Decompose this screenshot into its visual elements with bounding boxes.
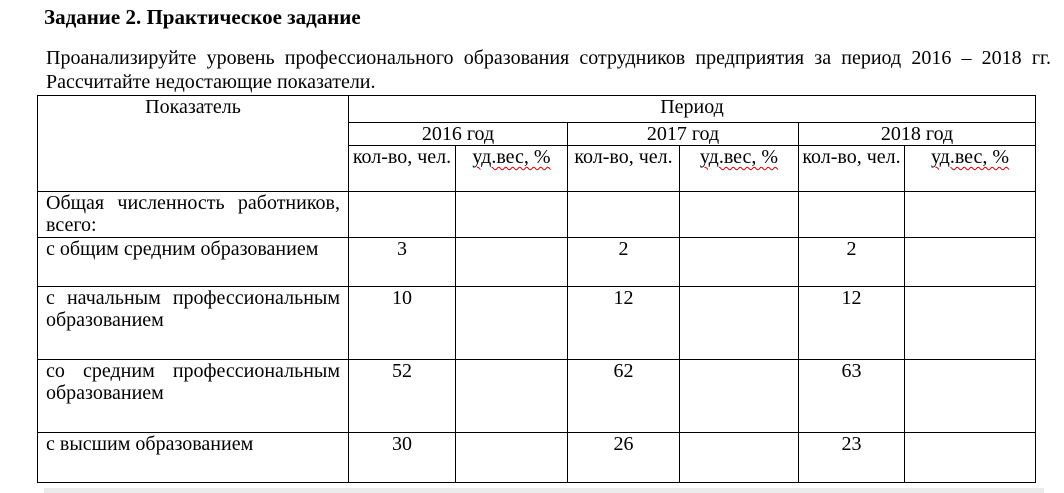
share-2018-cell	[905, 287, 1036, 360]
share-2017-cell	[680, 287, 799, 360]
table-row	[38, 238, 1036, 287]
qty-2017-cell: 62	[568, 360, 680, 433]
share-header-text: уд.вес, %	[699, 146, 779, 168]
qty-2016-cell: 3	[349, 238, 456, 287]
qty-2017-cell	[568, 192, 680, 238]
qty-2016-cell	[349, 192, 456, 238]
row-label: со средним профессиональным образованием	[38, 360, 349, 433]
year-2017-header: 2017 год	[568, 123, 799, 146]
row-label: с начальным профессиональным образованием	[38, 287, 349, 360]
qty-2016-cell: 52	[349, 360, 456, 433]
row-label: с высшим образованием	[38, 433, 349, 483]
share-header-2017	[680, 146, 799, 192]
task-title: Задание 2. Практическое задание	[44, 5, 361, 29]
share-2017-cell	[680, 360, 799, 433]
education-level-table	[37, 95, 1036, 483]
share-header-2016	[456, 146, 568, 192]
table-row	[38, 287, 1036, 360]
table-row	[38, 192, 1036, 238]
share-header-text: уд.вес, %	[930, 146, 1010, 168]
share-2016-cell	[456, 287, 568, 360]
page-bottom-shade	[44, 488, 1044, 493]
indicator-header: Показатель	[38, 96, 349, 192]
row-label: Общая численность работников, всего:	[38, 192, 349, 238]
year-2018-header: 2018 год	[799, 123, 1036, 146]
qty-2016-cell: 10	[349, 287, 456, 360]
task-instructions: Проанализируйте уровень профессионального образования сотрудников предприятия за период 2016 – 2018 гг. Рассчитайте недостающие показатели.	[46, 47, 1051, 93]
share-header-text: уд.вес, %	[472, 146, 551, 168]
year-2016-header: 2016 год	[349, 123, 568, 146]
share-2016-cell	[456, 238, 568, 287]
share-2016-cell	[456, 192, 568, 238]
qty-2018-cell	[799, 192, 905, 238]
qty-2017-cell: 26	[568, 433, 680, 483]
qty-2018-cell: 12	[799, 287, 905, 360]
share-2017-cell	[680, 433, 799, 483]
share-2018-cell	[905, 433, 1036, 483]
qty-2017-cell: 12	[568, 287, 680, 360]
period-header: Период	[349, 96, 1036, 123]
share-2017-cell	[680, 238, 799, 287]
share-2018-cell	[905, 238, 1036, 287]
qty-header-2018: кол-во, чел.	[799, 146, 905, 192]
table-row	[38, 433, 1036, 483]
qty-2016-cell: 30	[349, 433, 456, 483]
header-row-1	[38, 96, 1036, 123]
qty-2017-cell: 2	[568, 238, 680, 287]
table-row	[38, 360, 1036, 433]
qty-header-2016: кол-во, чел.	[349, 146, 456, 192]
qty-2018-cell: 23	[799, 433, 905, 483]
share-2016-cell	[456, 360, 568, 433]
qty-2018-cell: 2	[799, 238, 905, 287]
qty-2018-cell: 63	[799, 360, 905, 433]
share-header-2018	[905, 146, 1036, 192]
share-2016-cell	[456, 433, 568, 483]
share-2018-cell	[905, 360, 1036, 433]
share-2017-cell	[680, 192, 799, 238]
qty-header-2017: кол-во, чел.	[568, 146, 680, 192]
row-label: с общим средним образованием	[38, 238, 349, 287]
share-2018-cell	[905, 192, 1036, 238]
